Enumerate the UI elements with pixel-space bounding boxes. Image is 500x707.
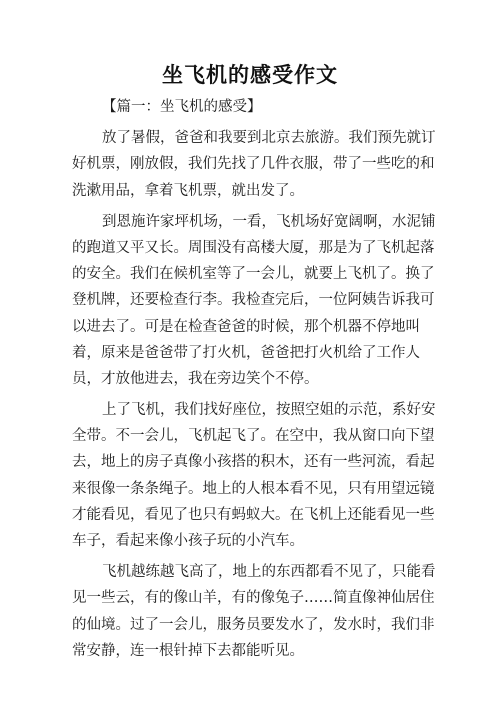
text-line: 洗漱用品，拿着飞机票，就出发了。 [72,182,304,199]
text-line: 的安全。我们在候机室等了一会儿，就要上飞机了。换了 [72,266,435,283]
paragraph-3 [72,397,436,554]
page-title: 坐飞机的感受作文 [162,63,338,87]
article-body [72,94,436,664]
text-line: 着，原来是爸爸带了打火机，爸爸把打火机给了工作人 [72,344,420,361]
section-heading: 【篇一：坐飞机的感受】 [102,99,262,115]
text-line: 员，才放他进去，我在旁边笑个不停。 [72,370,319,387]
paragraph-1 [72,125,436,204]
text-line: 去，地上的房子真像小孩搭的积木，还有一些河流，看起 [72,454,435,471]
paragraph-4 [72,559,436,664]
text-line: 车子，看起来像小孩子玩的小汽车。 [72,533,304,550]
text-line: 的仙境。过了一会儿，服务员要发水了，发水时，我们非 [72,616,435,633]
text-line: 飞机越练越飞高了，地上的东西都看不见了，只能看 [102,564,436,581]
text-line: 好机票，刚放假，我们先找了几件衣服，带了一些吃的和 [72,156,435,173]
text-line: 上了飞机，我们找好座位，按照空姐的示范，系好安 [102,402,436,419]
paragraph-2 [72,209,436,392]
text-line: 来很像一条条绳子。地上的人根本看不见，只有用望远镜 [72,480,435,497]
text-line: 以进去了。可是在检查爸爸的时候，那个机器不停地叫 [72,318,420,335]
text-line: 的跑道又平又长。周围没有高楼大厦，那是为了飞机起落 [72,239,435,256]
text-line: 全带。不一会儿，飞机起飞了。在空中，我从窗口向下望 [72,428,435,445]
text-line: 常安静，连一根针掉下去都能听见。 [72,642,304,659]
text-line: 才能看见，看见了也只有蚂蚁大。在飞机上还能看见一些 [72,506,435,523]
text-line: 见一些云，有的像山羊，有的像兔子……简直像神仙居住 [72,590,435,607]
text-line: 登机牌，还要检查行李。我检查完后，一位阿姨告诉我可 [72,292,435,309]
text-line: 放了暑假，爸爸和我要到北京去旅游。我们预先就订 [102,130,436,147]
text-line: 到恩施许家坪机场，一看，飞机场好宽阔啊，水泥铺 [102,213,436,230]
